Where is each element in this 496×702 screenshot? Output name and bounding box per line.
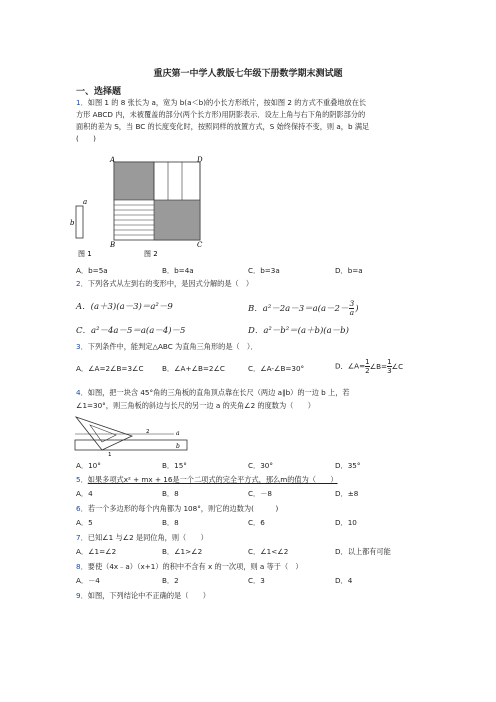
q7-option-d: D．以上都有可能 bbox=[335, 547, 391, 556]
q8-text: 要使（4x﹣a）（x+1）的积中不含有 x 的一次项，则 a 等于（ ） bbox=[87, 562, 303, 571]
set-square-outer bbox=[76, 417, 132, 450]
q4-figure bbox=[72, 414, 192, 460]
q2-text: 下列各式从左到右的变形中，是因式分解的是（ ） bbox=[87, 279, 254, 288]
q4-option-b: B．15° bbox=[162, 461, 187, 470]
q3-frac2-denominator: 3 bbox=[387, 366, 392, 375]
q2-option-a: A．(a＋3)(a－3)＝a²－9 bbox=[76, 302, 173, 312]
q9-text: 如图，下列结论中不正确的是（ ） bbox=[87, 591, 210, 600]
q2-frac-denominator: a bbox=[349, 308, 355, 317]
q5-option-a: A．4 bbox=[76, 489, 93, 498]
shaded-bottom-right bbox=[154, 200, 200, 240]
q7-option-c: C．∠1<∠2 bbox=[248, 547, 289, 556]
q3-option-a: A．∠A=2∠B=3∠C bbox=[76, 364, 144, 373]
q3-number: 3． bbox=[76, 342, 88, 351]
q3-stem bbox=[76, 341, 258, 352]
q6-stem bbox=[76, 503, 278, 514]
q4-text1: 如图，把一块含 45°角的三角板的直角顶点靠在长尺（两边 a∥b）的一边 b 上，若 bbox=[87, 388, 350, 397]
q6-option-a: A．5 bbox=[76, 518, 93, 527]
label-d-vertex: D bbox=[197, 156, 203, 164]
shaded-top-left bbox=[114, 162, 154, 200]
q1-line1 bbox=[76, 97, 366, 108]
q7-number: 7． bbox=[76, 533, 88, 542]
q1-option-b: B．b=4a bbox=[162, 266, 194, 275]
q7-stem bbox=[76, 532, 208, 543]
q8-stem bbox=[76, 561, 303, 572]
q1-line2: 方形 ABCD 内，未被覆盖的部分(两个长方形)用阴影表示．设左上角与右下角的阴影部分的 bbox=[76, 110, 366, 119]
q6-option-c: C．6 bbox=[248, 518, 265, 527]
q3-d-mid: ∠B= bbox=[369, 362, 388, 371]
fig1-rect bbox=[76, 206, 83, 238]
ruler bbox=[75, 440, 187, 450]
q1-number: 1． bbox=[76, 98, 88, 107]
q1-option-a: A．b=5a bbox=[76, 266, 108, 275]
q5-option-d: D．±8 bbox=[335, 489, 359, 498]
q3-frac1-numerator: 1 bbox=[365, 357, 370, 366]
q8-option-d: D．4 bbox=[335, 576, 353, 585]
label-angle-1: 1 bbox=[108, 452, 112, 458]
q3-d-tail: ∠C bbox=[391, 362, 404, 371]
q6-number: 6． bbox=[76, 504, 88, 513]
q4-number: 4． bbox=[76, 388, 88, 397]
q6-text: 若一个多边形的每个内角都为 108°，则它的边数为( ) bbox=[87, 504, 279, 513]
q2-option-d: D．a²－b²＝(a＋b)(a－b) bbox=[248, 326, 349, 336]
fig1-caption: 图 1 bbox=[78, 250, 92, 258]
q2-option-b-fraction bbox=[349, 300, 354, 317]
q2-option-c: C．a²－4a－5＝a(a－4)－5 bbox=[76, 326, 186, 336]
q5-number: 5． bbox=[76, 475, 88, 484]
label-line-a: a bbox=[176, 430, 180, 437]
q7-text: 已知∠1 与∠2 是同位角，则（ ） bbox=[87, 533, 208, 542]
q1-line4: ( ) bbox=[76, 134, 96, 143]
page-title: 重庆第一中学人教版七年级下册数学期末测试题 bbox=[153, 69, 343, 79]
q1-option-d: D．b=a bbox=[335, 266, 363, 275]
q7-option-b: B．∠1>∠2 bbox=[162, 547, 203, 556]
q6-option-d: D．10 bbox=[335, 518, 357, 527]
q1-option-c: C．b=3a bbox=[248, 266, 280, 275]
q4-option-a: A．10° bbox=[76, 461, 101, 470]
q4-line1 bbox=[76, 387, 350, 398]
q9-number: 9． bbox=[76, 591, 88, 600]
label-a-vertex: A bbox=[110, 156, 116, 164]
q3-d-pre: D．∠A= bbox=[335, 361, 366, 371]
stacked-strips bbox=[114, 205, 154, 235]
q3-option-b: B．∠A+∠B=2∠C bbox=[162, 364, 225, 373]
q3-option-c: C．∠A-∠B=30° bbox=[248, 364, 305, 373]
q2-option-b bbox=[248, 300, 359, 317]
q4-option-c: C．30° bbox=[248, 461, 273, 470]
q1-figure bbox=[70, 152, 220, 262]
q6-option-b: B．8 bbox=[162, 518, 179, 527]
label-side-b: b bbox=[70, 219, 75, 227]
q2-frac-numerator: 3 bbox=[349, 299, 355, 308]
q7-option-a: A．∠1=∠2 bbox=[76, 547, 117, 556]
top-strips bbox=[154, 162, 200, 200]
q3-text: 下列条件中，能判定△ABC 为直角三角形的是（ ）． bbox=[87, 342, 258, 351]
q1-text1: 如图 1 的 8 张长为 a，宽为 b(a＜b)的小长方形纸片，按如图 2 的方式不重叠地放在长 bbox=[87, 98, 367, 107]
q4-line2: ∠1=30°，则三角板的斜边与长尺的另一边 a 的夹角∠2 的度数为（ ） bbox=[76, 401, 315, 410]
q8-number: 8． bbox=[76, 562, 88, 571]
label-line-b: b bbox=[176, 443, 180, 450]
q2-option-b-main: B．a²－2a－3＝a(a－2－ bbox=[248, 304, 349, 314]
q5-stem bbox=[76, 474, 338, 485]
label-c-vertex: C bbox=[197, 241, 203, 249]
q8-option-b: B．2 bbox=[162, 576, 179, 585]
q4-option-d: D．35° bbox=[335, 461, 361, 470]
q2-option-b-tail: ) bbox=[355, 304, 359, 314]
label-angle-2: 2 bbox=[146, 429, 150, 435]
q3-option-d bbox=[335, 358, 403, 375]
q5-text: 如果多项式x² + mx + 16是一个二项式的完全平方式，那么m的值为（ ） bbox=[87, 475, 338, 484]
label-side-a: a bbox=[83, 198, 88, 206]
q1-line3: 面积的差为 S，当 BC 的长度变化时，按照同样的放置方式，S 始终保持不变，则 a，b 满足 bbox=[76, 122, 370, 131]
q2-stem bbox=[76, 278, 253, 289]
q3-frac2-numerator: 1 bbox=[387, 357, 392, 366]
q9-stem bbox=[76, 590, 210, 601]
section-heading: 一、选择题 bbox=[76, 87, 122, 97]
fig2-caption: 图 2 bbox=[144, 250, 158, 258]
q3-frac1-denominator: 2 bbox=[365, 366, 370, 375]
q5-option-b: B．8 bbox=[162, 489, 179, 498]
q8-option-a: A．－4 bbox=[76, 576, 100, 585]
label-b-vertex: B bbox=[110, 241, 116, 249]
q5-option-c: C．－8 bbox=[248, 489, 272, 498]
q2-number: 2． bbox=[76, 279, 88, 288]
q8-option-c: C．3 bbox=[248, 576, 265, 585]
